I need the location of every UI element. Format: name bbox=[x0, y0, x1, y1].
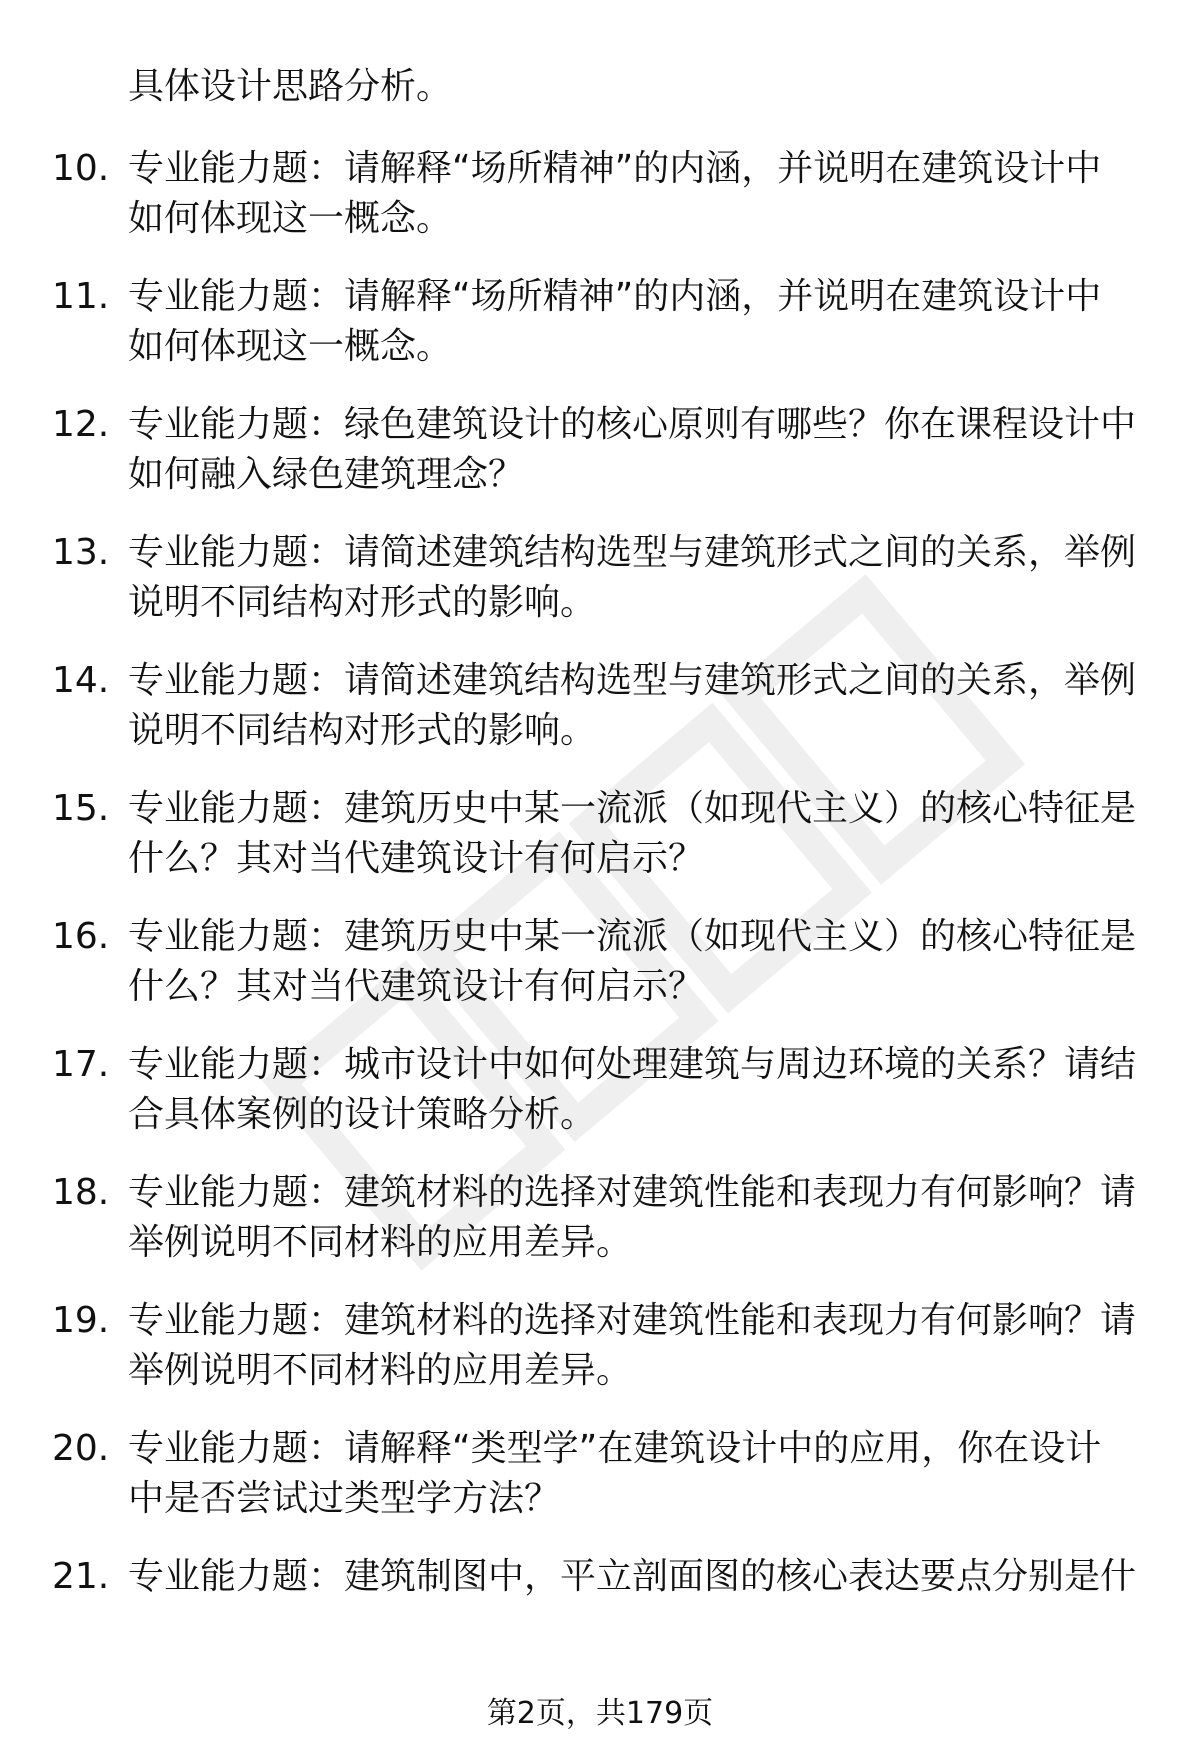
question-item bbox=[0, 912, 1200, 1040]
question-line: 专业能力题：建筑制图中，平立剖面图的核心表达要点分别是什 bbox=[128, 1556, 1137, 1597]
question-item bbox=[0, 400, 1200, 528]
question-text bbox=[128, 912, 1148, 1012]
question-text bbox=[128, 656, 1148, 756]
question-text bbox=[128, 144, 1148, 244]
question-line: 专业能力题：城市设计中如何处理建筑与周边环境的关系？请结 bbox=[128, 1044, 1137, 1085]
question-line: 说明不同结构对形式的影响。 bbox=[128, 582, 597, 623]
question-line: 什么？其对当代建筑设计有何启示？ bbox=[128, 838, 705, 879]
question-line: 专业能力题：请解释“类型学”在建筑设计中的应用，你在设计 bbox=[128, 1428, 1102, 1469]
question-line: 专业能力题：建筑材料的选择对建筑性能和表现力有何影响？请 bbox=[128, 1172, 1137, 1213]
question-number: 12. bbox=[52, 404, 110, 445]
question-text bbox=[128, 528, 1148, 628]
question-list bbox=[0, 144, 1200, 1680]
question-line: 专业能力题：请解释“场所精神”的内涵，并说明在建筑设计中 bbox=[128, 276, 1102, 317]
question-number: 21. bbox=[52, 1556, 110, 1597]
question-line: 专业能力题：建筑历史中某一流派（如现代主义）的核心特征是 bbox=[128, 788, 1137, 829]
question-line: 专业能力题：绿色建筑设计的核心原则有哪些？你在课程设计中 bbox=[128, 404, 1137, 445]
question-item bbox=[0, 656, 1200, 784]
question-item bbox=[0, 528, 1200, 656]
continued-text: 具体设计思路分析。 bbox=[128, 66, 453, 107]
question-number: 11. bbox=[52, 276, 110, 317]
question-line: 专业能力题：建筑材料的选择对建筑性能和表现力有何影响？请 bbox=[128, 1300, 1137, 1341]
page-number-footer: 第2页，共179页 bbox=[486, 1696, 714, 1731]
question-item bbox=[0, 784, 1200, 912]
question-item bbox=[0, 144, 1200, 272]
question-line: 说明不同结构对形式的影响。 bbox=[128, 710, 597, 751]
question-line: 专业能力题：建筑历史中某一流派（如现代主义）的核心特征是 bbox=[128, 916, 1137, 957]
question-number: 19. bbox=[52, 1300, 110, 1341]
question-text bbox=[128, 1424, 1148, 1524]
question-item bbox=[0, 1168, 1200, 1296]
question-line: 专业能力题：请简述建筑结构选型与建筑形式之间的关系，举例 bbox=[128, 660, 1137, 701]
question-number: 20. bbox=[52, 1428, 110, 1469]
question-number: 18. bbox=[52, 1172, 110, 1213]
question-line: 举例说明不同材料的应用差异。 bbox=[128, 1350, 633, 1391]
question-line: 专业能力题：请简述建筑结构选型与建筑形式之间的关系，举例 bbox=[128, 532, 1137, 573]
question-line: 如何体现这一概念。 bbox=[128, 198, 453, 239]
question-line: 举例说明不同材料的应用差异。 bbox=[128, 1222, 633, 1263]
question-line: 专业能力题：请解释“场所精神”的内涵，并说明在建筑设计中 bbox=[128, 148, 1102, 189]
question-line: 中是否尝试过类型学方法？ bbox=[128, 1478, 561, 1519]
question-number: 17. bbox=[52, 1044, 110, 1085]
question-number: 10. bbox=[52, 148, 110, 189]
question-line: 合具体案例的设计策略分析。 bbox=[128, 1094, 597, 1135]
question-item bbox=[0, 1296, 1200, 1424]
question-number: 14. bbox=[52, 660, 110, 701]
question-text bbox=[128, 1296, 1148, 1396]
question-number: 15. bbox=[52, 788, 110, 829]
question-item bbox=[0, 1040, 1200, 1168]
question-item bbox=[0, 1424, 1200, 1552]
question-line: 如何体现这一概念。 bbox=[128, 326, 453, 367]
question-item bbox=[0, 1552, 1200, 1680]
question-text bbox=[128, 400, 1148, 500]
question-number: 16. bbox=[52, 916, 110, 957]
question-item bbox=[0, 272, 1200, 400]
question-text bbox=[128, 1168, 1148, 1268]
question-line: 什么？其对当代建筑设计有何启示？ bbox=[128, 966, 705, 1007]
question-text bbox=[128, 1552, 1148, 1602]
question-number: 13. bbox=[52, 532, 110, 573]
question-text bbox=[128, 784, 1148, 884]
question-line: 如何融入绿色建筑理念？ bbox=[128, 454, 525, 495]
question-text bbox=[128, 272, 1148, 372]
question-text bbox=[128, 1040, 1148, 1140]
